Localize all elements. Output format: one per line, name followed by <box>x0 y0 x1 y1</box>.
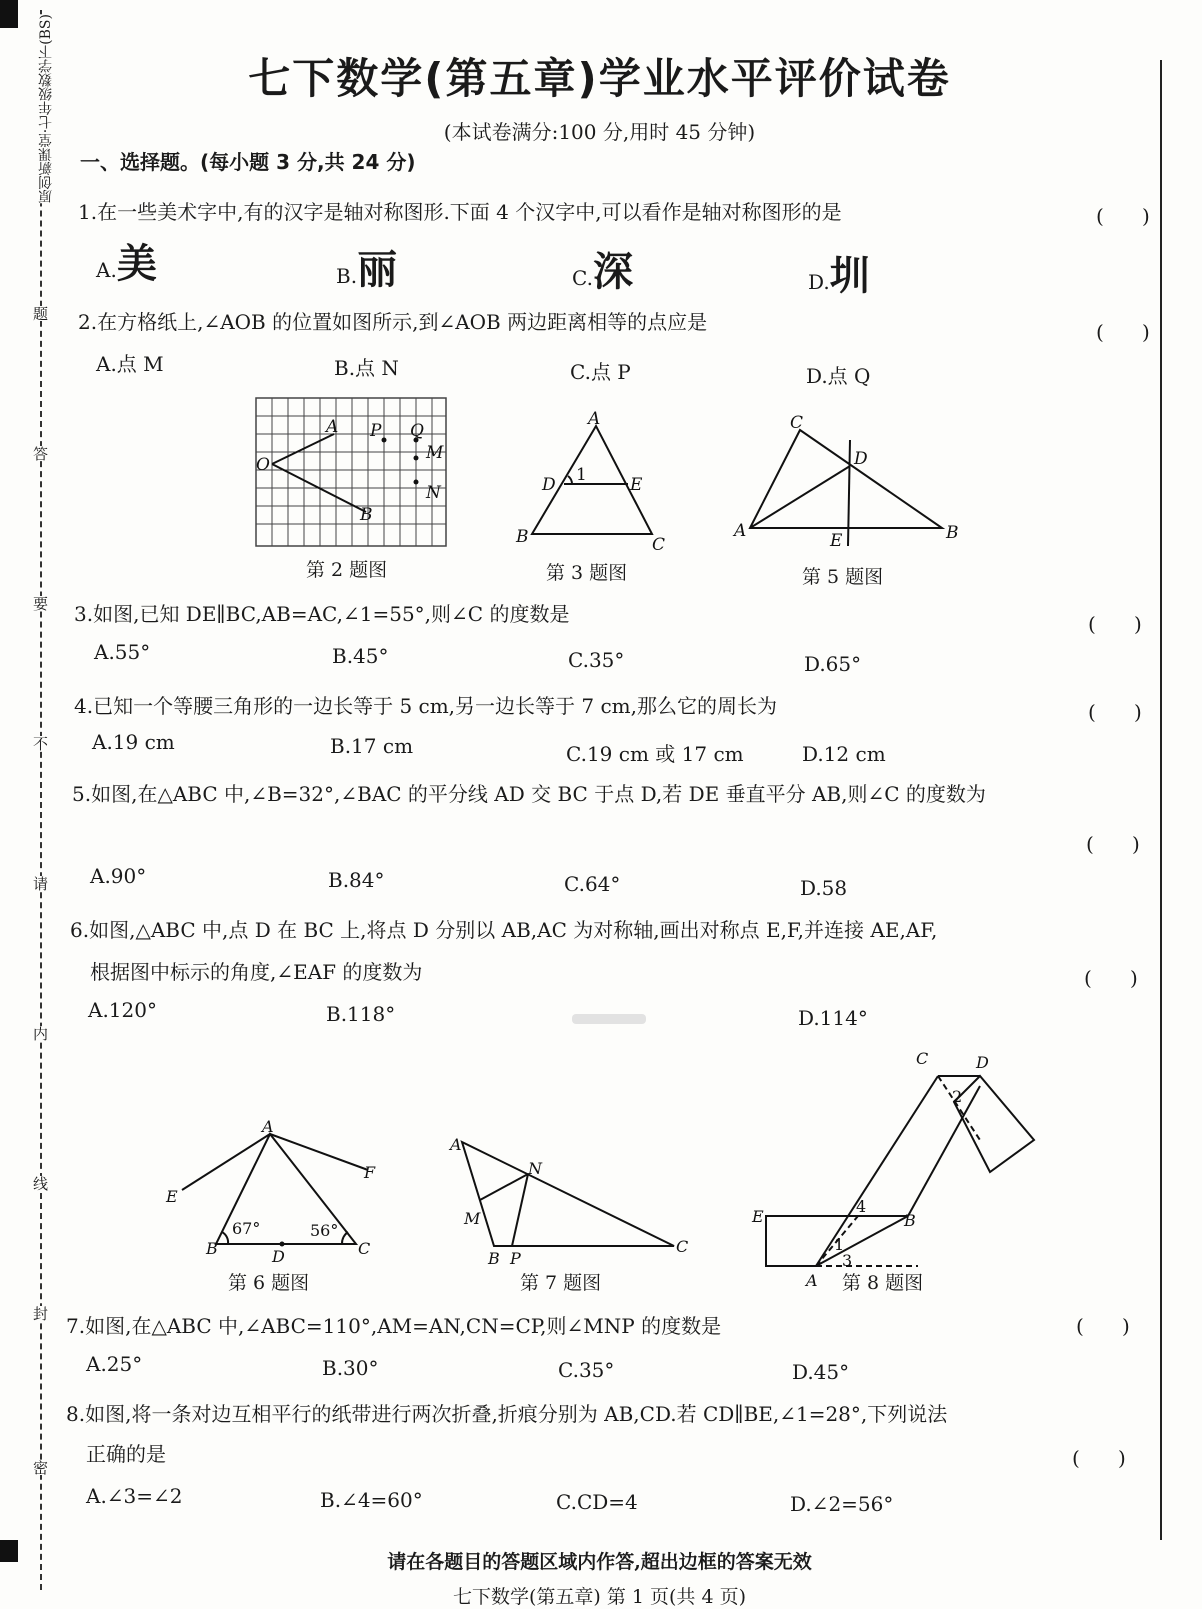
question-6-stem-line-2: 根据图中标示的角度,∠EAF 的度数为 <box>90 960 423 984</box>
svg-text:P: P <box>510 1249 521 1268</box>
svg-text:1: 1 <box>576 465 587 485</box>
figure-5-caption: 第 5 题图 <box>802 566 884 588</box>
q5-option-b[interactable]: B.84° <box>328 868 385 892</box>
svg-text:E: E <box>166 1187 178 1206</box>
question-6-stem-line-1: 6.如图,△ABC 中,点 D 在 BC 上,将点 D 分别以 AB,AC 为对称轴,画出对称点 E,F,并连接 AE,AF, <box>70 918 938 942</box>
q6-option-b[interactable]: B.118° <box>326 1002 396 1026</box>
question-3-stem: 3.如图,已知 DE∥BC,AB=AC,∠1=55°,则∠C 的度数是 <box>74 602 570 626</box>
q5-option-c[interactable]: C.64° <box>564 872 621 896</box>
next-page-edge <box>1160 60 1202 1540</box>
q4-option-a[interactable]: A.19 cm <box>92 730 175 754</box>
svg-text:D: D <box>272 1247 285 1266</box>
margin-label: 题 <box>31 306 49 321</box>
svg-text:M: M <box>464 1209 481 1228</box>
figure-6-triangle <box>162 1117 392 1270</box>
svg-text:D: D <box>542 475 556 495</box>
answer-bracket[interactable]: ( ) <box>1096 320 1150 344</box>
answer-bracket[interactable]: ( ) <box>1086 832 1140 856</box>
section-heading: 一、选择题。(每小题 3 分,共 24 分) <box>80 150 416 174</box>
question-7-stem: 7.如图,在△ABC 中,∠ABC=110°,AM=AN,CN=CP,则∠MNP 的度数是 <box>66 1314 722 1338</box>
figure-8-caption: 第 8 题图 <box>842 1272 924 1294</box>
figure-6-caption: 第 6 题图 <box>228 1272 310 1294</box>
answer-bracket[interactable]: ( ) <box>1088 612 1142 636</box>
svg-text:D: D <box>976 1053 989 1072</box>
margin-label: 线 <box>31 1176 49 1191</box>
q3-option-a[interactable]: A.55° <box>94 640 151 664</box>
svg-text:4: 4 <box>856 1197 867 1216</box>
svg-text:E: E <box>830 531 843 551</box>
margin-label: 不 <box>31 736 49 751</box>
svg-text:F: F <box>364 1163 376 1182</box>
margin-label: 答 <box>31 446 49 461</box>
svg-text:B: B <box>488 1249 500 1268</box>
q1-option-d[interactable]: D.圳 <box>808 253 870 299</box>
svg-text:A: A <box>326 417 339 437</box>
question-2-stem: 2.在方格纸上,∠AOB 的位置如图所示,到∠AOB 两边距离相等的点应是 <box>78 310 708 334</box>
svg-text:A: A <box>450 1135 462 1154</box>
answer-bracket[interactable]: ( ) <box>1096 204 1150 228</box>
svg-text:B: B <box>516 527 529 547</box>
exam-title: 七下数学(第五章)学业水平评价试卷 <box>248 54 951 103</box>
svg-text:O: O <box>256 455 270 475</box>
svg-text:B: B <box>946 523 959 543</box>
svg-text:56°: 56° <box>310 1221 339 1240</box>
svg-text:A: A <box>734 521 747 541</box>
q8-option-d[interactable]: D.∠2=56° <box>790 1492 894 1516</box>
figure-2-caption: 第 2 题图 <box>306 559 388 581</box>
svg-text:B: B <box>904 1211 916 1230</box>
svg-text:N: N <box>426 483 441 503</box>
svg-text:N: N <box>528 1159 542 1178</box>
q8-option-c[interactable]: C.CD=4 <box>556 1490 638 1514</box>
answer-bracket[interactable]: ( ) <box>1076 1314 1130 1338</box>
q4-option-b[interactable]: B.17 cm <box>330 734 414 758</box>
svg-text:C: C <box>916 1049 929 1068</box>
svg-text:2: 2 <box>952 1087 963 1106</box>
svg-text:D: D <box>854 449 868 469</box>
q6-option-a[interactable]: A.120° <box>88 998 157 1022</box>
q7-option-b[interactable]: B.30° <box>322 1356 379 1380</box>
figure-3-triangle <box>512 410 682 560</box>
binding-mark-top <box>0 0 18 28</box>
margin-label: 封 <box>31 1306 49 1321</box>
question-5-stem: 5.如图,在△ABC 中,∠B=32°,∠BAC 的平分线 AD 交 BC 于点 D,若 DE 垂直平分 AB,则∠C 的度数为 <box>72 782 986 806</box>
svg-text:3: 3 <box>842 1251 853 1270</box>
q2-option-a[interactable]: A.点 M <box>96 352 164 376</box>
q1-option-b[interactable]: B.丽 <box>336 247 398 293</box>
svg-text:A: A <box>588 409 601 429</box>
q1-option-a[interactable]: A.美 <box>96 241 157 287</box>
q7-option-d[interactable]: D.45° <box>792 1360 850 1384</box>
svg-text:67°: 67° <box>232 1219 261 1238</box>
q1-option-c[interactable]: C.深 <box>572 249 633 295</box>
answer-bracket[interactable]: ( ) <box>1088 700 1142 724</box>
page-number: 七下数学(第五章) 第 1 页(共 4 页) <box>452 1586 747 1608</box>
margin-label: 请 <box>31 876 49 891</box>
answer-bracket[interactable]: ( ) <box>1072 1446 1126 1470</box>
svg-text:C: C <box>790 413 804 433</box>
answer-bracket[interactable]: ( ) <box>1084 966 1138 990</box>
q3-option-b[interactable]: B.45° <box>332 644 389 668</box>
svg-text:E: E <box>630 475 643 495</box>
svg-text:C: C <box>358 1239 371 1258</box>
answer-area-notice: 请在各题目的答题区域内作答,超出边框的答案无效 <box>387 1551 812 1573</box>
q8-option-a[interactable]: A.∠3=∠2 <box>86 1484 183 1508</box>
svg-text:1: 1 <box>834 1235 845 1254</box>
figure-7-caption: 第 7 题图 <box>520 1272 602 1294</box>
q6-option-c-blurred[interactable] <box>572 1014 646 1024</box>
svg-text:B: B <box>360 505 373 525</box>
exam-subtitle: (本试卷满分:100 分,用时 45 分钟) <box>443 120 756 144</box>
q2-option-d[interactable]: D.点 Q <box>806 364 871 388</box>
q3-option-c[interactable]: C.35° <box>568 648 625 672</box>
margin-label: 密 <box>31 1460 49 1475</box>
figure-7-triangle <box>448 1128 698 1273</box>
figure-2-grid <box>250 392 460 562</box>
svg-text:E: E <box>752 1207 764 1226</box>
q2-option-b[interactable]: B.点 N <box>334 356 399 380</box>
series-label: 原创新课堂·七年级数学下(BS) <box>38 14 54 204</box>
figure-5-triangle <box>730 410 970 560</box>
question-8-stem-line-1: 8.如图,将一条对边互相平行的纸带进行两次折叠,折痕分别为 AB,CD.若 CD∥BE,∠1=28°,下列说法 <box>66 1402 948 1426</box>
svg-text:A: A <box>806 1271 818 1290</box>
svg-text:M: M <box>426 443 444 463</box>
question-8-stem-line-2: 正确的是 <box>86 1442 166 1466</box>
q3-option-d[interactable]: D.65° <box>804 652 862 676</box>
q7-option-c[interactable]: C.35° <box>558 1358 615 1382</box>
q7-option-a[interactable]: A.25° <box>86 1352 143 1376</box>
svg-text:C: C <box>676 1237 689 1256</box>
figure-3-caption: 第 3 题图 <box>546 562 628 584</box>
q5-option-d[interactable]: D.58 <box>800 876 848 900</box>
q6-option-d[interactable]: D.114° <box>798 1006 868 1030</box>
margin-label: 内 <box>31 1026 49 1041</box>
q4-option-d[interactable]: D.12 cm <box>802 742 886 766</box>
margin-label: 要 <box>31 596 49 611</box>
question-1-stem: 1.在一些美术字中,有的汉字是轴对称图形.下面 4 个汉字中,可以看作是轴对称图形的是 <box>78 200 842 224</box>
svg-text:A: A <box>262 1117 274 1136</box>
binding-dashed-line <box>40 10 42 1590</box>
svg-text:C: C <box>652 535 666 555</box>
svg-text:Q: Q <box>410 421 424 441</box>
q5-option-a[interactable]: A.90° <box>90 864 147 888</box>
q2-option-c[interactable]: C.点 P <box>570 360 631 384</box>
svg-text:B: B <box>206 1239 218 1258</box>
q8-option-b[interactable]: B.∠4=60° <box>320 1488 423 1512</box>
q4-option-c[interactable]: C.19 cm 或 17 cm <box>566 742 744 766</box>
question-4-stem: 4.已知一个等腰三角形的一边长等于 5 cm,另一边长等于 7 cm,那么它的周长为 <box>74 694 778 718</box>
svg-text:P: P <box>370 421 382 441</box>
